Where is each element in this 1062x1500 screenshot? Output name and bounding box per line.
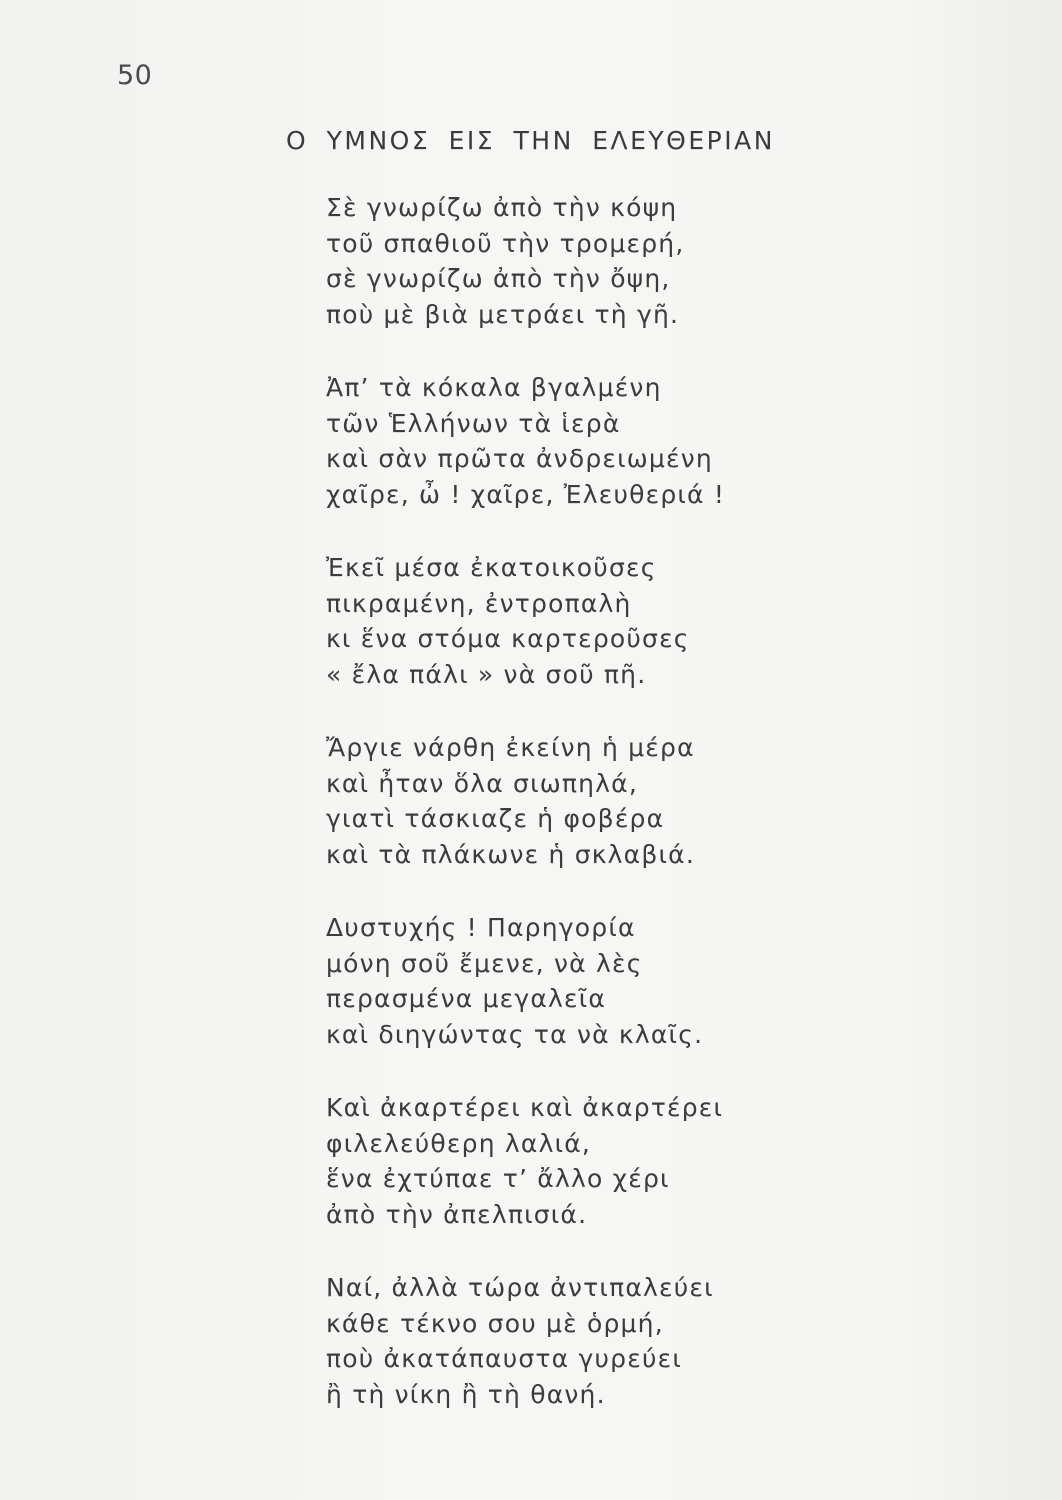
poem-line: κι ἕνα στόμα καρτεροῦσες	[326, 624, 690, 653]
stanza-4	[326, 730, 886, 872]
poem-line: ἀπὸ τὴν ἀπελπισιά.	[326, 1199, 588, 1229]
poem-line: καὶ ἦταν ὅλα σιωπηλά,	[326, 768, 638, 798]
poem-line: καὶ διηγώντας τα νὰ κλαῖς.	[326, 1019, 704, 1049]
poem-line: πικραμένη, ἐντροπαλὴ	[326, 588, 632, 618]
poem-line: γιατὶ τάσκιαζε ἡ φοβέρα	[326, 804, 665, 833]
poem-line: τῶν Ἑλλήνων τὰ ἱερὰ	[326, 408, 621, 438]
poem-line: χαῖρε, ὦ ! χαῖρε, Ἐλευθεριά !	[326, 479, 726, 509]
poem-line: Ἀπ’ τὰ κόκαλα βγαλμένη	[326, 373, 662, 402]
poem-line: Δυστυχής ! Παρηγορία	[326, 913, 636, 942]
stanza-1	[326, 190, 886, 332]
poem-line: καὶ τὰ πλάκωνε ἡ σκλαβιά.	[326, 839, 696, 869]
stanza-6	[326, 1090, 886, 1232]
poem-line: περασμένα μεγαλεῖα	[326, 984, 607, 1013]
poem-title: Ο ΥΜΝΟΣ ΕΙΣ ΤΗΝ ΕΛΕΥΘΕΡΙΑΝ	[286, 126, 775, 155]
stanza-2	[326, 370, 886, 512]
poem-line: ποὺ ἀκατάπαυστα γυρεύει	[326, 1344, 682, 1373]
poem-line: φιλελεύθερη λαλιά,	[326, 1128, 592, 1158]
poem-line: Καὶ ἀκαρτέρει καὶ ἀκαρτέρει	[326, 1093, 724, 1122]
poem-line: ἕνα ἐχτύπαε τ’ ἄλλο χέρι	[326, 1164, 670, 1193]
poem-line: καὶ σὰν πρῶτα ἀνδρειωμένη	[326, 444, 713, 473]
poem-line: ἢ τὴ νίκη ἢ τὴ θανή.	[326, 1379, 606, 1409]
poem-line: Ἄργιε νάρθη ἐκείνη ἡ μέρα	[326, 733, 695, 762]
poem-line: μόνη σοῦ ἔμενε, νὰ λὲς	[326, 948, 643, 978]
poem-line: σὲ γνωρίζω ἀπὸ τὴν ὄψη,	[326, 264, 671, 293]
poem-line: Ἐκεῖ μέσα ἐκατοικοῦσες	[326, 553, 657, 582]
poem-line: Σὲ γνωρίζω ἀπὸ τὴν κόψη	[326, 193, 678, 222]
stanza-5	[326, 910, 886, 1052]
poem-line: ποὺ μὲ βιὰ μετράει τὴ γῆ.	[326, 299, 680, 329]
stanza-7	[326, 1270, 886, 1412]
stanza-3	[326, 550, 886, 692]
poem-line: « ἔλα πάλι » νὰ σοῦ πῆ.	[326, 659, 647, 689]
poem-line: τοῦ σπαθιοῦ τὴν τρομερή,	[326, 228, 685, 258]
page-number: 50	[117, 60, 153, 91]
poem-line: κάθε τέκνο σου μὲ ὁρμή,	[326, 1308, 664, 1338]
poem-body	[326, 190, 886, 1450]
poem-line: Ναί, ἀλλὰ τώρα ἀντιπαλεύει	[326, 1273, 714, 1302]
